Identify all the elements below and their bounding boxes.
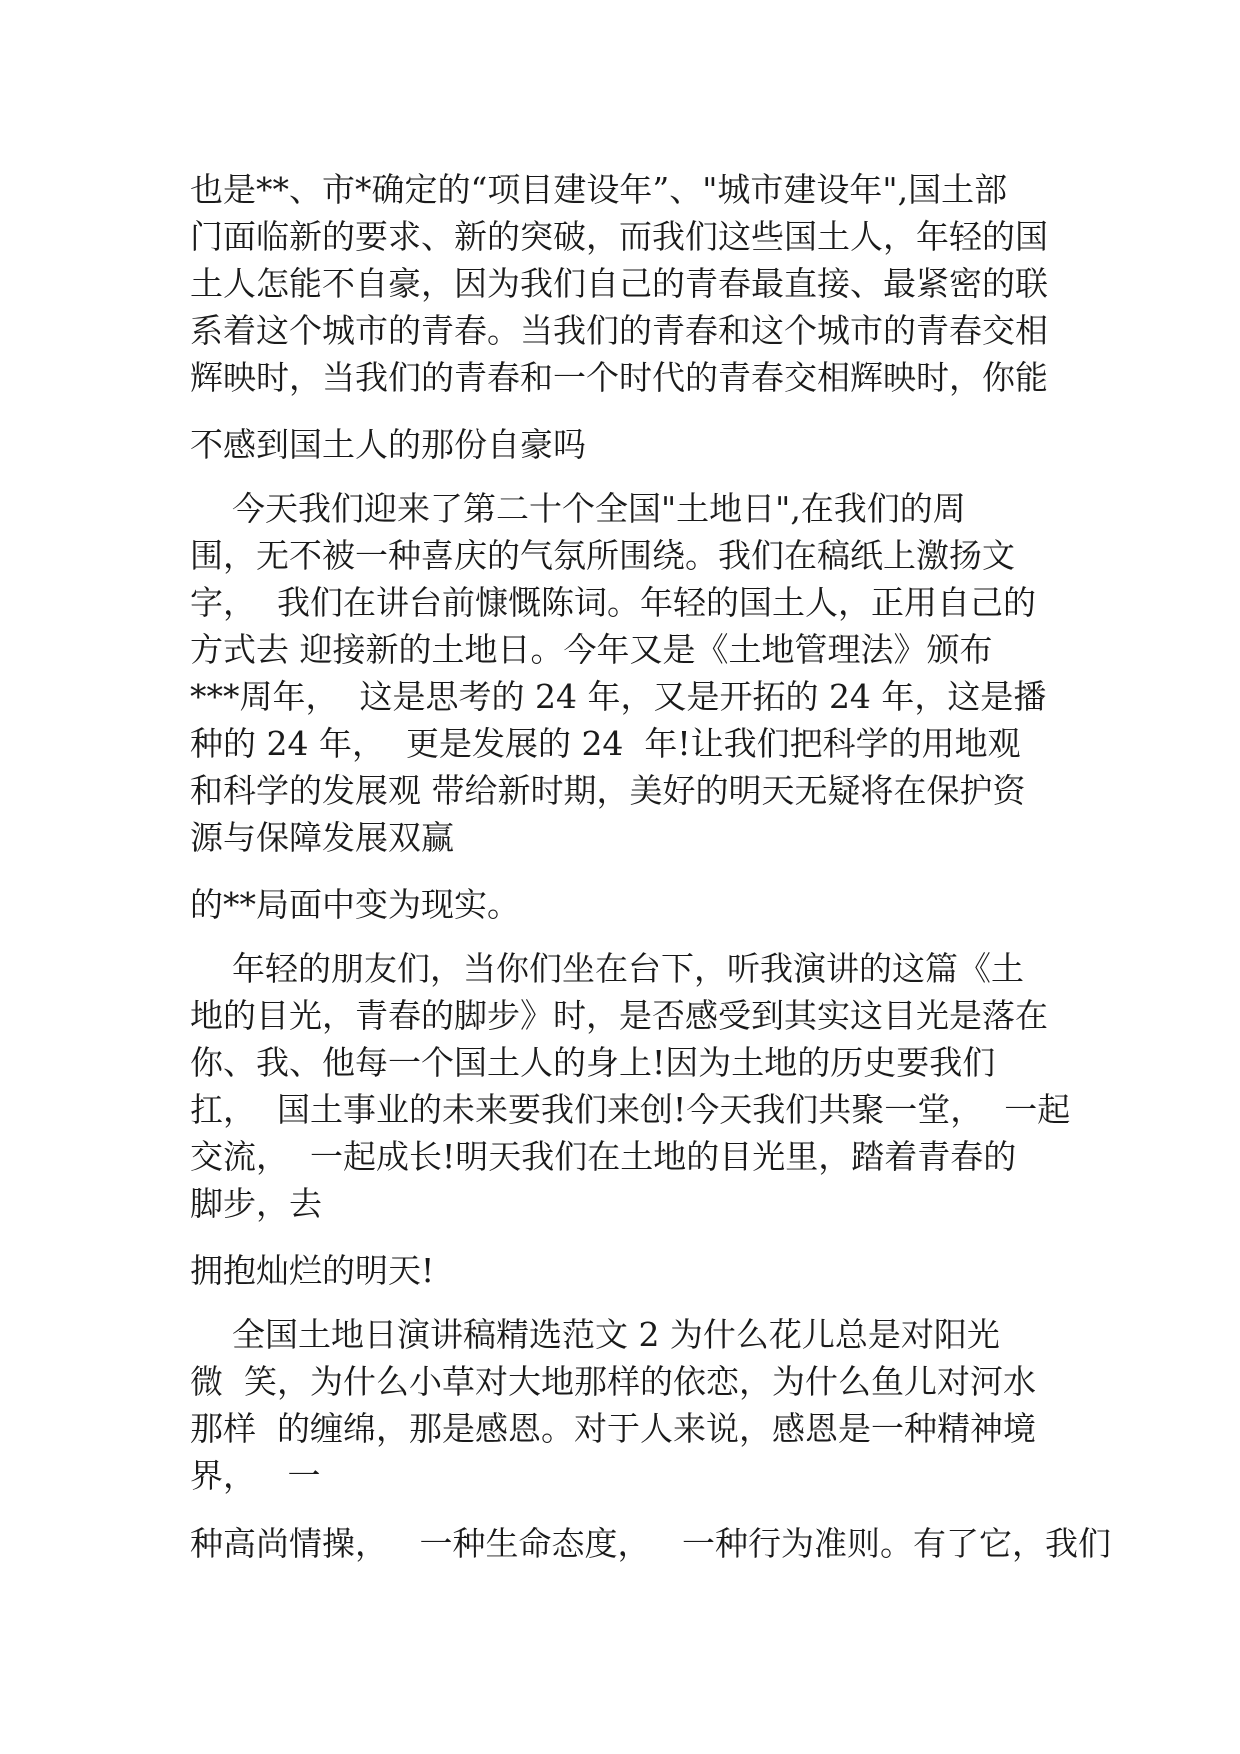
text-line: 界， 一 xyxy=(190,1456,321,1495)
text-line: 围，无不被一种喜庆的气氛所围绕。我们在稿纸上激扬文 xyxy=(190,536,1015,575)
text-line: ***周年， 这是思考的 24 年，又是开拓的 24 年，这是播 xyxy=(190,677,1047,716)
text-line: 你、我、他每一个国土人的身上!因为土地的历史要我们 xyxy=(190,1043,996,1082)
text-line: 种高尚情操， 一种生命态度， 一种行为准则。有了它，我们 xyxy=(190,1524,1111,1563)
text-line: 的**局面中变为现实。 xyxy=(190,885,520,924)
text-line: 不感到国土人的那份自豪吗 xyxy=(190,425,586,464)
text-line: 门面临新的要求、新的突破，而我们这些国土人，年轻的国 xyxy=(190,217,1048,256)
text-line: 交流， 一起成长!明天我们在土地的目光里，踏着青春的 xyxy=(190,1137,1017,1176)
text-line: 全国土地日演讲稿精选范文 2 为什么花儿总是对阳光 xyxy=(190,1315,1000,1354)
text-line: 系着这个城市的青春。当我们的青春和这个城市的青春交相 xyxy=(190,311,1048,350)
text-line: 源与保障发展双赢 xyxy=(190,818,454,857)
text-line: 也是**、市*确定的“项目建设年”、"城市建设年",国土部 xyxy=(190,170,1008,209)
text-line: 土人怎能不自豪，因为我们自己的青春最直接、最紧密的联 xyxy=(190,264,1048,303)
text-line: 拥抱灿烂的明天! xyxy=(190,1251,435,1290)
text-line: 年轻的朋友们，当你们坐在台下，听我演讲的这篇《土 xyxy=(190,949,1024,988)
text-line: 方式去 迎接新的土地日。今年又是《土地管理法》颁布 xyxy=(190,630,993,669)
text-line: 地的目光，青春的脚步》时，是否感受到其实这目光是落在 xyxy=(190,996,1048,1035)
text-line: 扛， 国土事业的未来要我们来创!今天我们共聚一堂， 一起 xyxy=(190,1090,1071,1129)
text-line: 和科学的发展观 带给新时期，美好的明天无疑将在保护资 xyxy=(190,771,1026,810)
text-line: 脚步，去 xyxy=(190,1184,322,1223)
text-line: 字， 我们在讲台前慷慨陈词。年轻的国土人，正用自己的 xyxy=(190,583,1036,622)
text-line: 微 笑，为什么小草对大地那样的依恋，为什么鱼儿对河水 xyxy=(190,1362,1036,1401)
text-line: 今天我们迎来了第二十个全国"土地日",在我们的周 xyxy=(190,489,966,528)
text-line: 种的 24 年， 更是发展的 24 年!让我们把科学的用地观 xyxy=(190,724,1021,763)
text-line: 辉映时，当我们的青春和一个时代的青春交相辉映时，你能 xyxy=(190,358,1048,397)
text-line: 那样 的缠绵，那是感恩。对于人来说，感恩是一种精神境 xyxy=(190,1409,1036,1448)
